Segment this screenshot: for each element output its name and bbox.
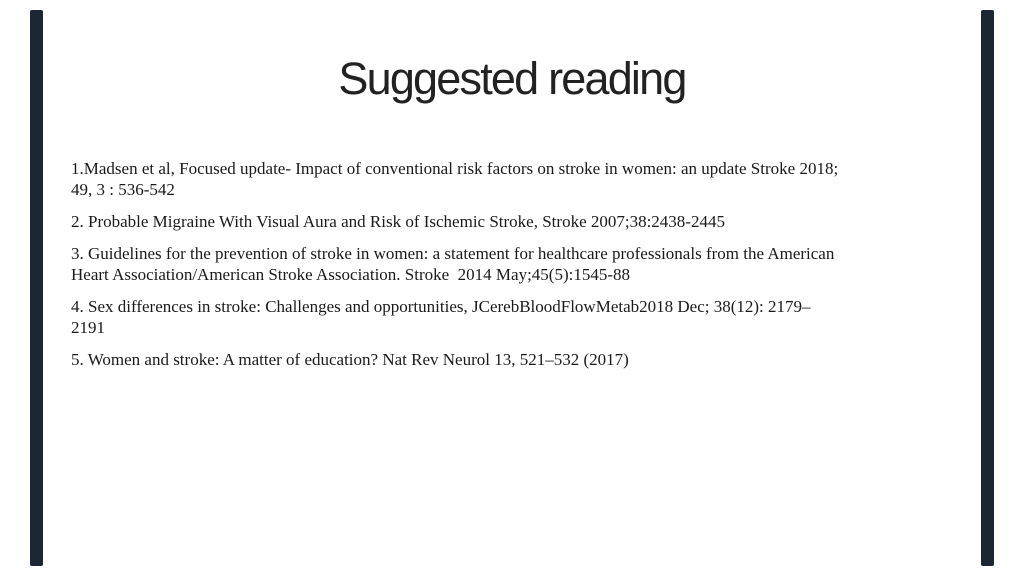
reference-item xyxy=(71,158,966,200)
reference-line: 49, 3 : 536-542 xyxy=(71,180,175,199)
reference-line: 2. Probable Migraine With Visual Aura and Risk of Ischemic Stroke, Stroke 2007;38:2438-2445 xyxy=(71,212,725,231)
reference-line: 3. Guidelines for the prevention of stroke in women: a statement for healthcare professionals from the American xyxy=(71,244,835,263)
reference-item xyxy=(71,296,966,338)
reference-line: 1.Madsen et al, Focused update- Impact of conventional risk factors on stroke in women: an update Stroke 2018; xyxy=(71,159,839,178)
reference-list xyxy=(71,158,966,381)
reference-item xyxy=(71,243,966,285)
reference-line: 2191 xyxy=(71,318,105,337)
reference-line: Heart Association/American Stroke Association. Stroke 2014 May;45(5):1545-88 xyxy=(71,265,631,284)
reference-item xyxy=(71,349,966,370)
slide-title: Suggested reading xyxy=(338,53,686,104)
reference-line: 4. Sex differences in stroke: Challenges and opportunities, JCerebBloodFlowMetab2018 Dec; 38(12): 2179– xyxy=(71,297,811,316)
reference-item xyxy=(71,211,966,232)
reference-line: 5. Women and stroke: A matter of education? Nat Rev Neurol 13, 521–532 (2017) xyxy=(71,350,629,369)
